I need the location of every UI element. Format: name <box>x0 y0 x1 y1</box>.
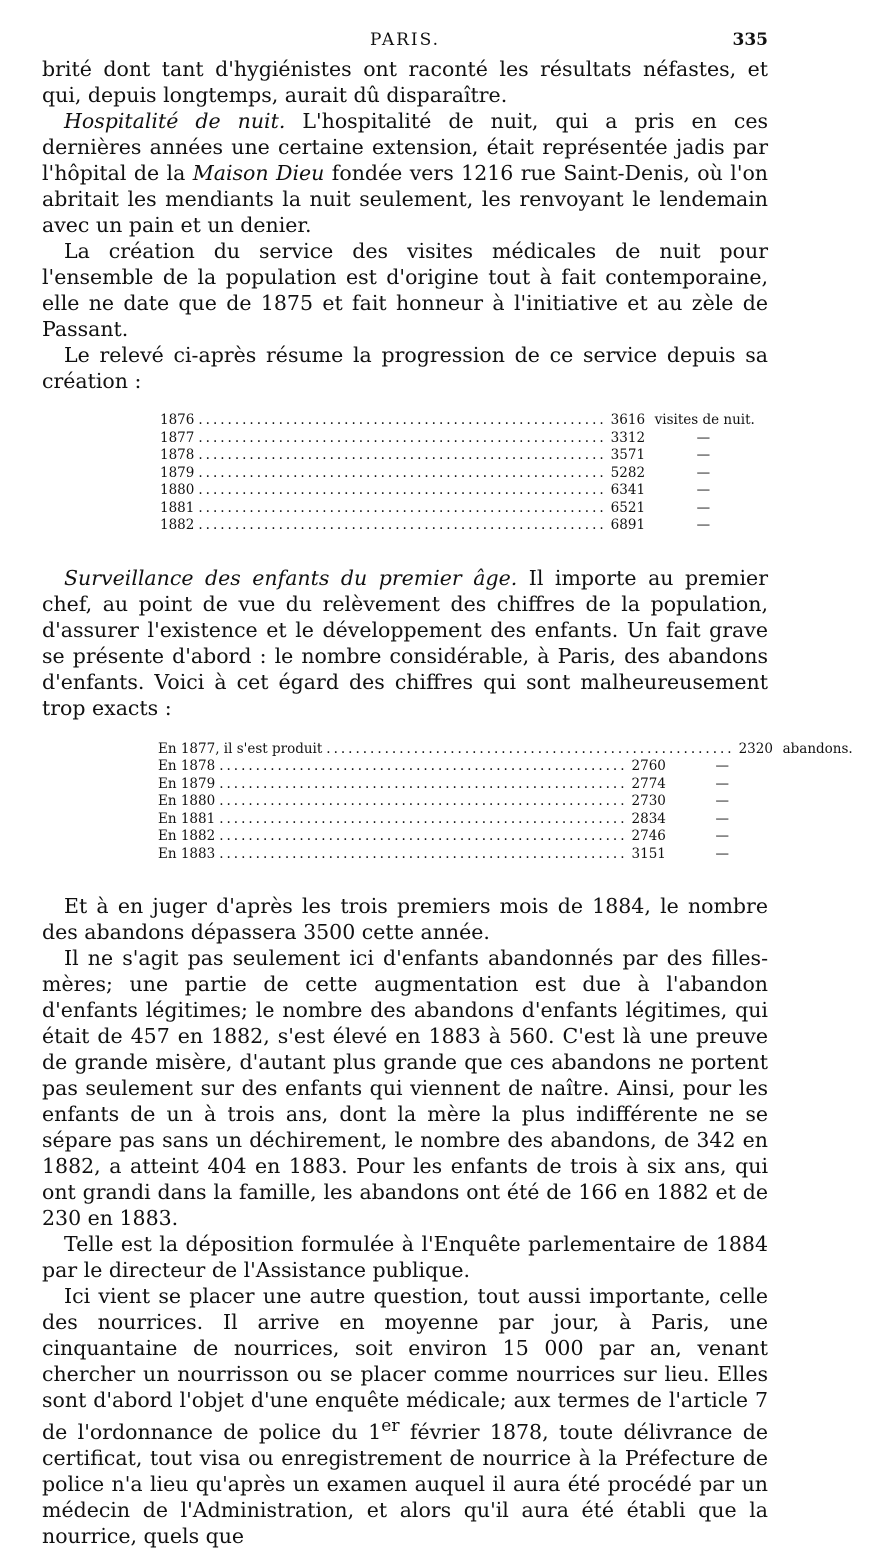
paragraph-legitimate-children: Il ne s'agit pas seulement ici d'enfants abandonnés par des filles-mères; une partie de cette augmentation est due à l'abandon d'enfants légitimes; le nombre des abandons d'enfants légitimes, qui était de 457 en 1882, s'est élevé en 1883 à 560. C'est là une preuve de grande misère, d'autant plus grande que ces abandons ne portent pas seulement sur des enfants qui viennent de naître. Ainsi, pour les enfants de un à trois ans, dont la mère la plus indifférente ne se sépare pas sans un déchirement, le nombre des abandons, de 342 en 1882, a atteint 404 en 1883. Pour les enfants de trois à six ans, qui ont grandi dans la famille, les abandons ont été de 166 en 1882 et de 230 en 1883. <box>42 946 768 1230</box>
leader-dots: ........................................................ <box>198 412 607 428</box>
row-value: 2774 <box>631 775 666 792</box>
row-unit: — <box>715 810 730 827</box>
paragraph-table-intro: Le relevé ci-après résume la progression de ce service depuis sa création : <box>42 343 768 393</box>
leader-dots: ........................................................ <box>219 775 628 792</box>
maison-dieu: Maison Dieu <box>192 161 325 185</box>
leader-dots: ........................................................ <box>219 793 628 809</box>
row-label: En 1883 <box>158 845 216 862</box>
row-year: 1878 <box>160 447 195 463</box>
running-title: PARIS. <box>369 30 441 50</box>
paragraph-1884-estimate: Et à en juger d'après les trois premiers mois de 1884, le nombre des abandons dépassera 3500 cette année. <box>42 894 768 944</box>
leader-dots: ........................................................ <box>219 758 628 774</box>
table-row <box>158 828 730 846</box>
row-label: En 1877, il s'est produit <box>158 740 323 757</box>
row-value: 2746 <box>631 828 666 844</box>
table-row <box>160 482 711 500</box>
row-value: 3151 <box>631 845 666 862</box>
row-unit: visites de nuit. <box>654 412 755 428</box>
paragraph-child-surveillance <box>42 565 768 721</box>
paragraph-1: brité dont tant d'hygiénistes ont raconté les résultats néfastes, et qui, depuis longtemps, aurait dû disparaître. <box>42 57 768 107</box>
table-row <box>160 499 711 518</box>
table-row <box>158 758 730 776</box>
table-row <box>158 845 730 864</box>
row-value: 3312 <box>610 429 646 446</box>
row-label: En 1881 <box>158 810 216 827</box>
row-value: 5282 <box>610 464 646 481</box>
leader-dots: ........................................................ <box>198 429 607 446</box>
row-value: 3616 <box>610 412 646 428</box>
row-unit: — <box>696 499 711 516</box>
row-year: 1882 <box>160 517 195 533</box>
row-value: 6521 <box>610 499 646 516</box>
paragraph-text: février 1878, toute délivrance de certificat, tout visa ou enregistrement de nourrice à la Préfecture de police n'a lieu qu'après un examen auquel il aura été procédé par un médecin de l'Administration, et alors qu'il aura été établi que la nourrice, quels que <box>42 1419 768 1548</box>
leader-dots: ........................................................ <box>198 482 607 498</box>
paragraph-medical-visits: La création du service des visites médicales de nuit pour l'ensemble de la population est d'origine tout à fait contemporaine, elle ne date que de 1875 et fait honneur à l'initiative et au zèle de Passant. <box>42 239 768 341</box>
leader-dots: ........................................................ <box>198 464 607 481</box>
paragraph-night-hospitality <box>42 108 768 238</box>
row-year: 1879 <box>160 464 195 481</box>
superscript: er <box>381 1416 400 1436</box>
row-value: 6891 <box>610 517 646 533</box>
row-unit: — <box>715 775 730 792</box>
leader-dots: ........................................................ <box>219 810 628 827</box>
row-unit: — <box>715 793 730 809</box>
paragraph-text: Il importe au premier chef, au point de vue du relèvement des chiffres de la population, d'assurer l'existence et le développement des enfants. Un fait grave se présente d'abord : le nombre considérable, à Paris, des abandons d'enfants. Voici à cet égard des chiffres qui sont malheureusement trop exacts : <box>42 565 768 720</box>
row-unit: — <box>715 845 730 862</box>
paragraph-text: Ici vient se placer une autre question, tout aussi importante, celle des nourrices. Il arrive en moyenne par jour, à Paris, une cinquantaine de nourrices, soit environ 15 000 par an, venant chercher un nourrisson ou se placer comme nourrices sur lieu. Elles sont d'abord l'objet d'une enquête médicale; aux termes de l'article 7 de l'ordonnance de police du 1 <box>42 1284 768 1444</box>
table-row <box>158 793 730 811</box>
running-head <box>42 30 768 56</box>
row-unit: abandons. <box>782 740 853 757</box>
paragraph-deposition: Telle est la déposition formulée à l'Enquête parlementaire de 1884 par le directeur de l'Assistance publique. <box>42 1232 768 1282</box>
section-title-night-hospitality: Hospitalité de nuit. <box>64 109 286 133</box>
row-unit: — <box>696 447 711 463</box>
row-value: 6341 <box>610 482 646 498</box>
row-value: 2320 <box>738 740 773 757</box>
table-row <box>158 775 730 794</box>
paragraph-wet-nurses <box>42 1283 768 1549</box>
table-row <box>160 517 711 535</box>
abandonment-table <box>158 740 853 864</box>
row-year: 1877 <box>160 429 195 446</box>
row-year: 1880 <box>160 482 195 498</box>
leader-dots: ........................................................ <box>198 517 607 533</box>
row-unit: — <box>696 429 711 446</box>
row-label: En 1878 <box>158 758 216 774</box>
paragraph-text: L'hospitalité de nuit, qui a pris en ces dernières années une certaine extension, était représentée jadis par l'hôpital de la <box>42 109 768 185</box>
paragraph-text: fondée vers 1216 rue Saint-Denis, où l'on abritait les mendiants la nuit seulement, les renvoyant le lendemain avec un pain et un denier. <box>42 161 769 237</box>
row-year: 1881 <box>160 499 195 516</box>
row-unit: — <box>715 758 730 774</box>
table-row <box>158 810 730 829</box>
row-unit: — <box>696 464 711 481</box>
leader-dots: ........................................................ <box>198 447 607 463</box>
row-label: En 1882 <box>158 828 216 844</box>
row-unit: — <box>696 482 711 498</box>
row-unit: — <box>696 517 711 533</box>
table-row <box>160 412 755 430</box>
page-number: 335 <box>732 30 768 50</box>
leader-dots: ........................................................ <box>198 499 607 516</box>
row-value: 3571 <box>610 447 646 463</box>
night-visits-table <box>160 412 755 535</box>
row-label: En 1880 <box>158 793 216 809</box>
page <box>42 30 853 1549</box>
row-value: 2760 <box>631 758 666 774</box>
leader-dots: ........................................................ <box>219 828 628 844</box>
row-unit: — <box>715 828 730 844</box>
table-row <box>160 464 711 483</box>
row-value: 2730 <box>631 793 666 809</box>
table-row <box>158 740 853 759</box>
leader-dots: ........................................................ <box>326 740 735 757</box>
section-title-child-surveillance: Surveillance des enfants du premier âge. <box>64 565 518 590</box>
row-value: 2834 <box>631 810 666 827</box>
row-label: En 1879 <box>158 775 216 792</box>
table-row <box>160 447 711 465</box>
table-row <box>160 429 711 448</box>
leader-dots: ........................................................ <box>219 845 628 862</box>
row-year: 1876 <box>160 412 195 428</box>
